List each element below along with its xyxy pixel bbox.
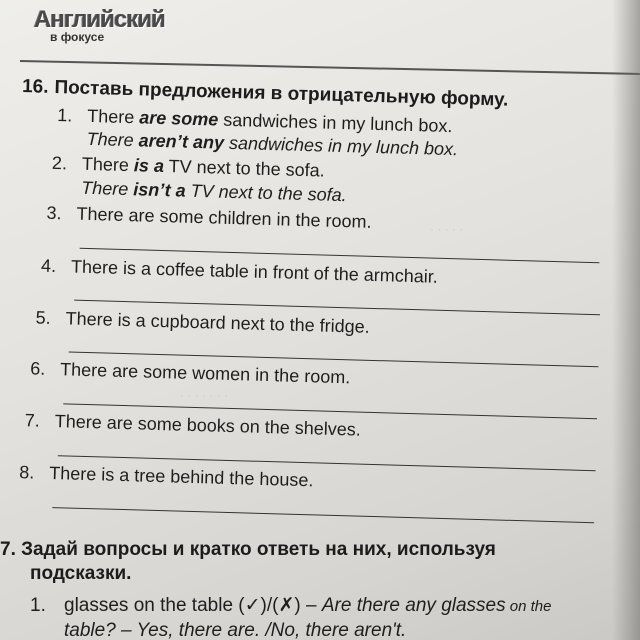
item-number: 6. [29,358,46,379]
item-number: 4. [40,255,57,277]
item-text: sandwiches in my lunch box. [218,109,453,137]
answer-highlight: isn’t a [133,179,186,201]
item-answer: Are there any glasses [321,595,506,616]
item-text: There is a cupboard next to the fridge. [65,308,370,337]
exercise-16-number: 16. [21,76,49,98]
item-number: 8. [19,462,35,483]
item-text: There [87,105,140,128]
item-text: There are some children in the room. [76,203,372,232]
item-text: There is a coffee table in front of the armchair. [70,256,439,287]
logo-subtitle: в фокусе [50,30,105,44]
answer-highlight: aren’t any [138,130,225,153]
item-text: There is a tree behind the house. [49,462,314,491]
exercise-item-8 [19,462,314,491]
item-text: There are some women in the room. [59,359,351,388]
item-number: 3. [46,202,62,224]
item-prompt: glasses on the table (✓)/(✗) – [64,595,322,616]
item-text: There [81,153,135,176]
item-number: 7. [24,410,41,431]
item-number: 1. [57,105,73,126]
page-edge-shadow [612,0,640,640]
item-number: 2. [51,152,68,174]
exercise-17-title-line2: подсказки. [30,563,132,584]
exercise-16-title: Поставь предложения в отрицательную форму. [54,76,509,111]
exercise-17-title-line1: Задай вопросы и кратко ответь на них, используя [21,539,496,560]
logo-title: Английский [34,6,165,33]
exercise-17-item-1-line2: table? – Yes, there are. /No, there aren't. [64,620,407,640]
item-highlight: are some [139,107,219,130]
example-answer-2 [81,178,347,206]
exercise-item-3 [46,203,372,233]
answer-text: sandwiches in my lunch box. [223,132,459,160]
item-number: 5. [35,307,51,328]
exercise-item-6 [30,358,351,388]
item-highlight: is a [133,155,165,177]
exercise-item-5 [35,308,370,338]
answer-text: There [81,177,134,200]
exercise-17-item-1 [30,594,551,617]
exercise-17-number: 7. [0,539,16,560]
answer-text: TV next to the sofa. [185,180,347,206]
item-answer-end: on the [505,598,552,615]
item-text: There are some books on the shelves. [54,411,362,440]
answer-line-8[interactable] [52,507,594,523]
item-text: TV next to the sofa. [163,156,325,181]
exercise-item-7 [24,410,361,440]
answer-text: There [86,128,139,151]
item-number: 1. [30,595,46,616]
show-through-text: · · · · · · · [180,388,228,402]
exercise-17-heading [0,538,496,586]
show-through-text: · · · · · [430,222,464,236]
exercise-item-4 [41,256,438,288]
